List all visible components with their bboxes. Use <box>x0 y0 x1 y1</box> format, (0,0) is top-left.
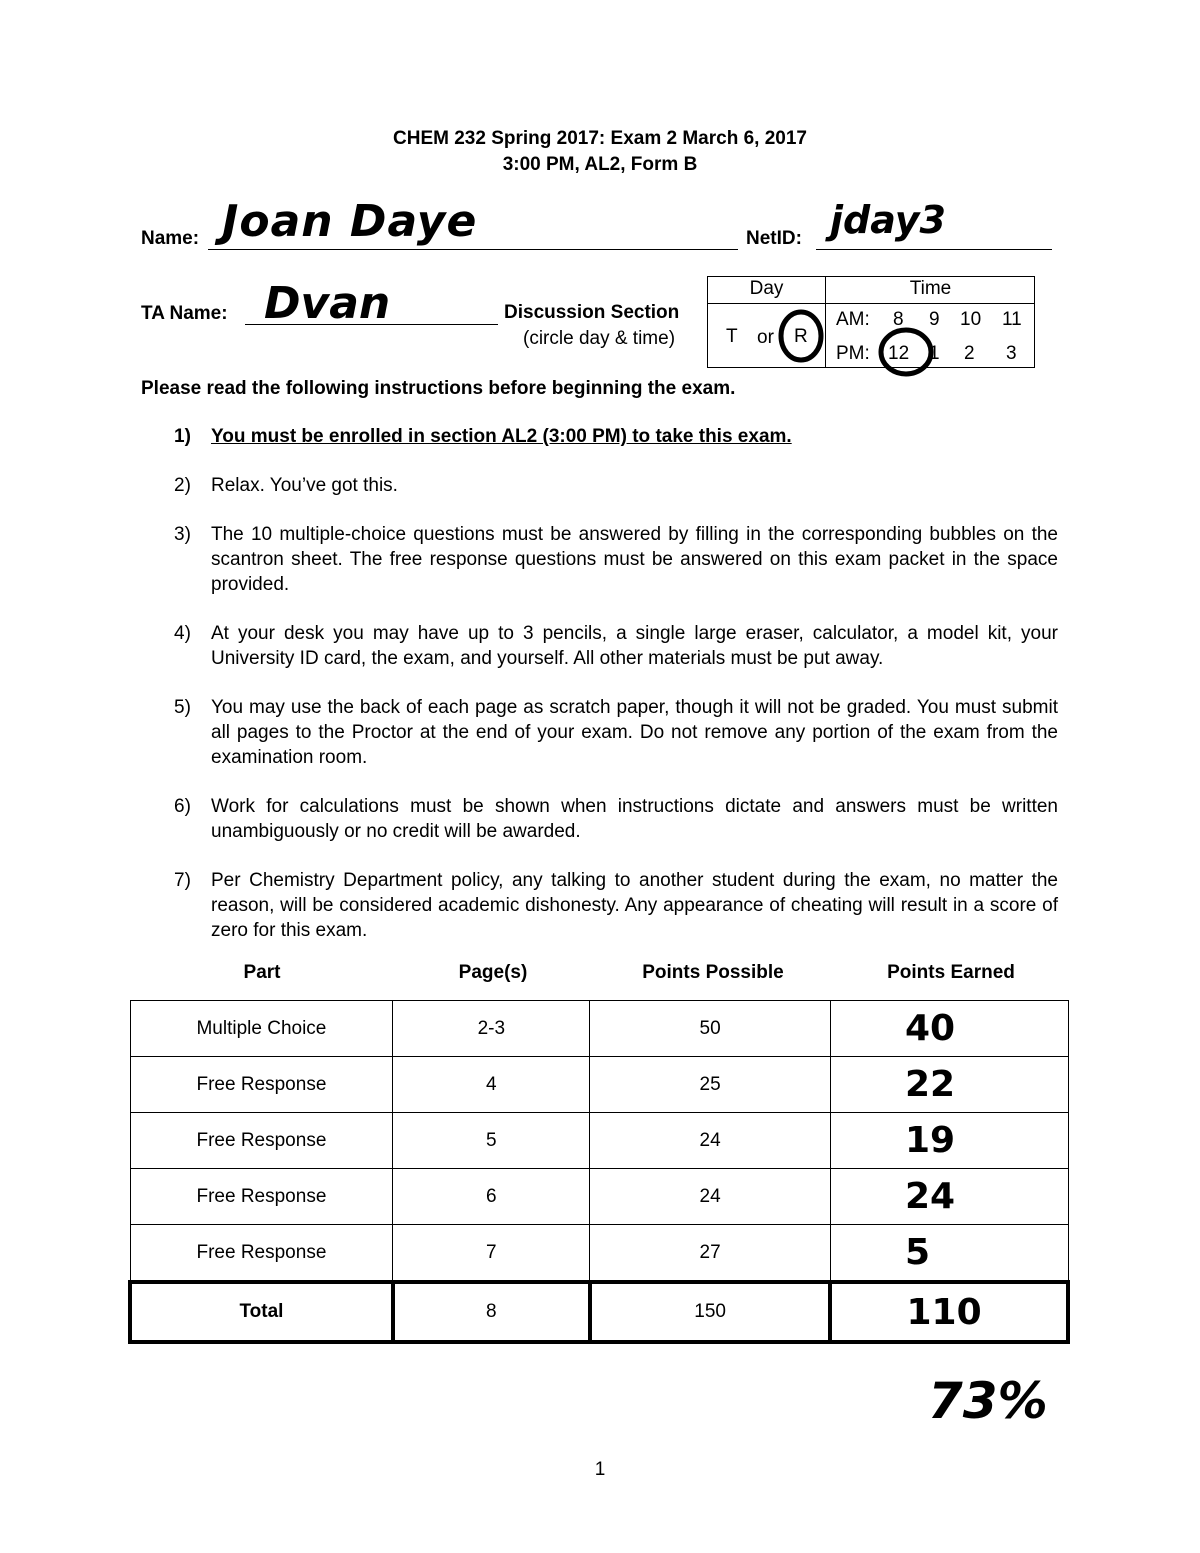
total-label-cell: Total <box>130 1282 393 1342</box>
total-earned-cell: 110 <box>830 1282 1068 1342</box>
earned-cell: 40 <box>830 1001 1068 1057</box>
pm-time-12[interactable]: 12 <box>888 343 910 364</box>
pm-time-3[interactable]: 3 <box>1006 343 1017 364</box>
am-time-8[interactable]: 8 <box>893 309 904 330</box>
pm-label: PM: <box>836 343 870 364</box>
day-circle <box>781 312 821 360</box>
earned-cell: 19 <box>830 1113 1068 1169</box>
instruction-item: 2) Relax. You’ve got this. <box>174 475 398 496</box>
instruction-item: 6) Work for calculations must be shown when instructions dictate and answers must be written unambiguously or no credit will be awarded. <box>174 796 1058 842</box>
possible-cell: 27 <box>590 1225 831 1283</box>
instruction-item: 7) Per Chemistry Department policy, any talking to another student during the exam, no matter the reason, will be considered academic dishonesty. Any appearance of cheating will result in a score of zero for this exam. <box>174 870 1058 941</box>
day-header: Day <box>749 278 784 299</box>
netid-label: NetID: <box>746 228 802 249</box>
score-table <box>128 1000 1070 1344</box>
time-circle <box>881 330 931 374</box>
total-pages-cell: 8 <box>393 1282 590 1342</box>
page-number: 1 <box>594 1459 606 1480</box>
part-cell: Multiple Choice <box>130 1001 393 1057</box>
day-option-r[interactable]: R <box>794 326 808 347</box>
instruction-item: 4) At your desk you may have up to 3 pencils, a single large eraser, calculator, a model kit, your University ID card, the exam, and yourself. All other materials must be put away. <box>174 623 1058 669</box>
pm-time-2[interactable]: 2 <box>964 343 975 364</box>
netid-handwritten: jday3 <box>830 198 946 242</box>
col-header-earned: Points Earned <box>887 962 1015 983</box>
possible-cell: 25 <box>590 1057 831 1113</box>
time-header: Time <box>909 278 952 299</box>
part-cell: Free Response <box>130 1113 393 1169</box>
instruction-item: 1) You must be enrolled in section AL2 (3:00 PM) to take this exam. <box>174 426 792 447</box>
table-row <box>130 1001 1068 1057</box>
pages-cell: 4 <box>393 1057 590 1113</box>
instructions-list <box>174 424 1058 967</box>
col-header-possible: Points Possible <box>642 962 784 983</box>
am-time-11[interactable]: 11 <box>1002 309 1022 330</box>
possible-cell: 50 <box>590 1001 831 1057</box>
day-option-t[interactable]: T <box>726 326 738 347</box>
possible-cell: 24 <box>590 1169 831 1225</box>
total-row <box>130 1282 1068 1342</box>
earned-cell: 22 <box>830 1057 1068 1113</box>
table-row <box>130 1169 1068 1225</box>
part-cell: Free Response <box>130 1169 393 1225</box>
ta-label: TA Name: <box>141 303 228 324</box>
total-possible-cell: 150 <box>590 1282 831 1342</box>
ta-handwritten: Dvan <box>264 278 391 329</box>
grade-percent: 73% <box>928 1372 1048 1430</box>
name-handwritten: Joan Daye <box>222 196 478 247</box>
pages-cell: 6 <box>393 1169 590 1225</box>
instruction-item: 5) You may use the back of each page as scratch paper, though it will not be graded. You must submit all pages to the Proctor at the end of your exam. Do not remove any portion of the exam from the examination room. <box>174 697 1058 768</box>
day-option-or: or <box>757 327 774 348</box>
am-label: AM: <box>836 309 870 330</box>
am-time-9[interactable]: 9 <box>929 309 940 330</box>
pm-time-1[interactable]: 1 <box>929 343 940 364</box>
instructions-intro: Please read the following instructions before beginning the exam. <box>141 378 736 399</box>
table-row <box>130 1225 1068 1283</box>
table-row <box>130 1057 1068 1113</box>
instruction-item: 3) The 10 multiple-choice questions must be answered by filling in the corresponding bubbles on the scantron sheet. The free response questions must be answered on this exam packet in the space provided. <box>174 524 1058 595</box>
exam-title: CHEM 232 Spring 2017: Exam 2 March 6, 2017 <box>393 128 807 149</box>
part-cell: Free Response <box>130 1225 393 1283</box>
earned-cell: 24 <box>830 1169 1068 1225</box>
part-cell: Free Response <box>130 1057 393 1113</box>
pages-cell: 5 <box>393 1113 590 1169</box>
am-time-10[interactable]: 10 <box>960 309 982 330</box>
discussion-sublabel: (circle day & time) <box>523 328 676 349</box>
col-header-part: Part <box>243 962 281 983</box>
col-header-pages: Page(s) <box>458 962 528 983</box>
pages-cell: 2-3 <box>393 1001 590 1057</box>
pages-cell: 7 <box>393 1225 590 1283</box>
name-label: Name: <box>141 228 200 249</box>
possible-cell: 24 <box>590 1113 831 1169</box>
discussion-label: Discussion Section <box>504 302 680 323</box>
exam-subtitle: 3:00 PM, AL2, Form B <box>502 154 698 175</box>
table-row <box>130 1113 1068 1169</box>
earned-cell: 5 <box>830 1225 1068 1283</box>
